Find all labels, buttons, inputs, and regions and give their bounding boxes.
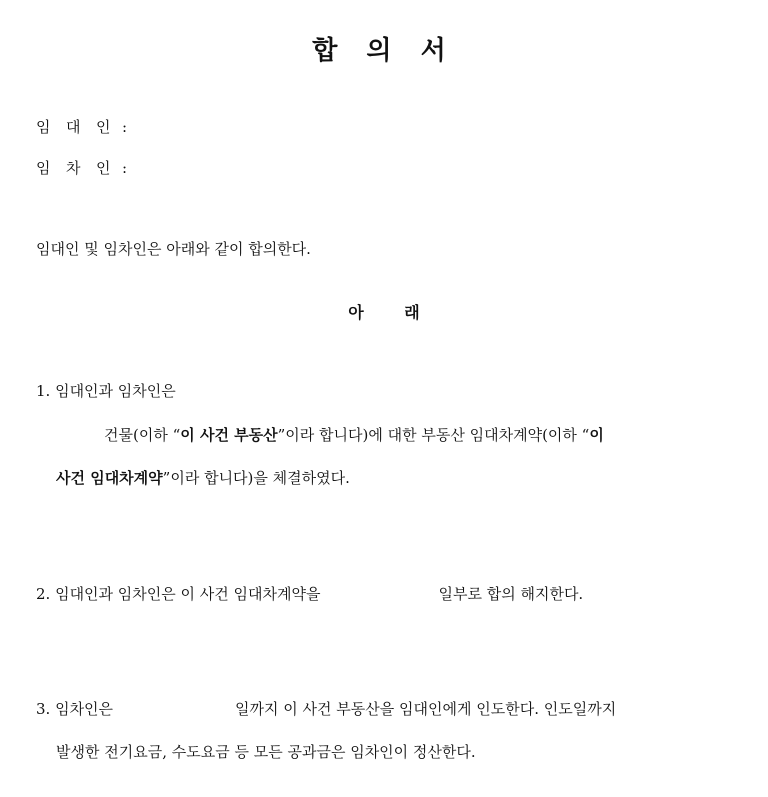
item-3-line-2: 발생한 전기요금, 수도요금 등 모든 공과금은 임차인이 정산한다. [56, 743, 476, 761]
intro-text: 임대인 및 임차인은 아래와 같이 합의한다. [36, 240, 311, 258]
section-subtitle: 아 래 [348, 303, 420, 322]
item-1-line-2: 사건 임대차계약”이라 합니다)을 체결하였다. [56, 469, 350, 487]
lessee-label: 임 차 인 [36, 159, 111, 177]
lessor-label: 임 대 인 [36, 118, 111, 136]
document-title: 합 의 서 [312, 36, 456, 66]
item-2-text: 2. 임대인과 임차인은 이 사건 임대차계약을 일부로 합의 해지한다. [36, 585, 584, 603]
lessor-line: 임 대 인 : [36, 118, 128, 136]
lessee-line: 임 차 인 : [36, 159, 128, 177]
item-3-line-1: 3. 임차인은 일까지 이 사건 부동산을 임대인에게 인도한다. 인도일까지 [36, 700, 617, 718]
item-1-head: 1. 임대인과 임차인은 [36, 382, 176, 400]
item-1-line-1: 건물(이하 “이 사건 부동산”이라 합니다)에 대한 부동산 임대차계약(이하 “이 [104, 426, 604, 444]
